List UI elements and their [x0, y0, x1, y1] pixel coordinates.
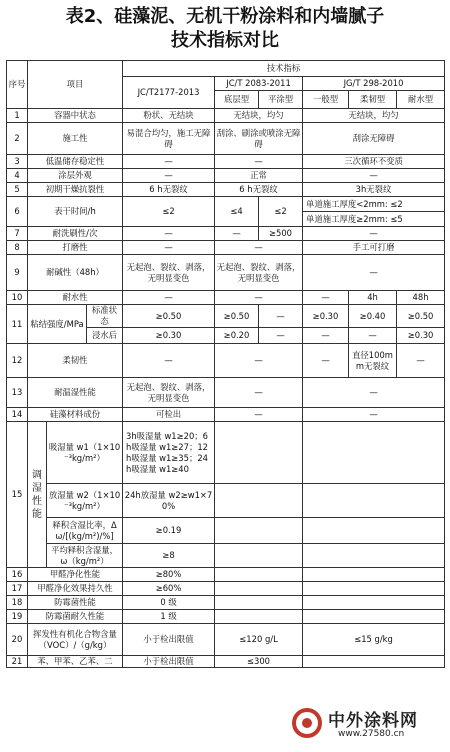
cell: — [123, 291, 215, 305]
row-no: 13 [7, 378, 28, 408]
table-row [7, 422, 445, 484]
cell: — [215, 227, 259, 241]
cell: — [215, 155, 303, 169]
cell: 可检出 [123, 408, 215, 422]
cell: 6 h无裂纹 [123, 183, 215, 197]
header-item: 项目 [28, 61, 123, 109]
header-sub-general: 一般型 [303, 91, 349, 109]
row-item: 表干时间/h [28, 197, 123, 227]
table-row [7, 582, 445, 596]
cell: ≥0.50 [215, 305, 259, 328]
row-no: 19 [7, 610, 28, 624]
cell: ≥0.20 [215, 328, 259, 344]
cell: ≥0.30 [123, 328, 215, 344]
table-row [7, 109, 445, 123]
table-row [7, 227, 445, 241]
row-no: 18 [7, 596, 28, 610]
cell: 6 h无裂纹 [215, 183, 303, 197]
cell: — [259, 328, 303, 344]
row-item: 涂层外观 [28, 169, 123, 183]
cell [215, 518, 303, 544]
cell: ≤2 [123, 197, 215, 227]
table-row [7, 544, 445, 568]
row-no: 7 [7, 227, 28, 241]
row-subitem: 放湿量 w2（1×10⁻³kg/m²） [47, 484, 123, 518]
row-item: 耐碱性（48h） [28, 255, 123, 291]
cell: ≥80% [123, 568, 215, 582]
cell: 直径100mm无裂纹 [349, 344, 397, 378]
cell: — [123, 155, 215, 169]
row-no: 1 [7, 109, 28, 123]
cell [303, 656, 445, 668]
header-sub-flat: 平涂型 [259, 91, 303, 109]
cell: 1 级 [123, 610, 215, 624]
table-row [7, 596, 445, 610]
row-no: 14 [7, 408, 28, 422]
cell: 小于检出限值 [123, 624, 215, 656]
watermark-logo-icon [292, 708, 322, 738]
cell: — [215, 378, 303, 408]
row-item: 耐洗刷性/次 [28, 227, 123, 241]
row-item: 耐温湿性能 [28, 378, 123, 408]
cell: 手工可打磨 [303, 241, 445, 255]
cell: — [303, 408, 445, 422]
cell: ≥60% [123, 582, 215, 596]
table-row [7, 518, 445, 544]
cell: 正常 [215, 169, 303, 183]
cell: — [259, 305, 303, 328]
cell: — [215, 408, 303, 422]
row-no: 21 [7, 656, 28, 668]
cell: ≥0.40 [349, 305, 397, 328]
row-item: 苯、甲苯、乙苯、二 [28, 656, 123, 668]
table-row [7, 624, 445, 656]
header-std1: JC/T2177-2013 [123, 77, 215, 109]
cell [215, 422, 303, 484]
cell: — [303, 378, 445, 408]
cell: 24h放湿量 w2≥w1×70% [123, 484, 215, 518]
table-row [7, 610, 445, 624]
row-item: 甲醛净化效果持久性 [28, 582, 123, 596]
cell: 无结块，均匀 [303, 109, 445, 123]
table-row [7, 241, 445, 255]
cell: ≥8 [123, 544, 215, 568]
cell: — [123, 227, 215, 241]
header-sub-base: 底层型 [215, 91, 259, 109]
cell: 单道施工厚度<2mm: ≤2 [303, 197, 445, 212]
cell [215, 610, 303, 624]
cell: ≥0.30 [303, 305, 349, 328]
cell: 48h [397, 291, 445, 305]
table-row [7, 408, 445, 422]
row-item: 防霉菌耐久性能 [28, 610, 123, 624]
cell [215, 568, 303, 582]
cell [215, 484, 303, 518]
table-row [7, 197, 445, 212]
row-no: 9 [7, 255, 28, 291]
row-item: 初期干燥抗裂性 [28, 183, 123, 197]
cell: ≤2 [259, 197, 303, 227]
cell [303, 544, 445, 568]
header-sub-flex: 柔韧型 [349, 91, 397, 109]
header-std2: JC/T 2083-2011 [215, 77, 303, 91]
cell: ≤120 g/L [215, 624, 303, 656]
cell: — [303, 291, 349, 305]
cell: — [123, 344, 215, 378]
table-row [7, 183, 445, 197]
cell [303, 568, 445, 582]
row-no: 10 [7, 291, 28, 305]
row-item: 耐水性 [28, 291, 123, 305]
cell: — [303, 344, 349, 378]
cell [215, 596, 303, 610]
row-item: 打磨性 [28, 241, 123, 255]
row-no: 17 [7, 582, 28, 596]
table-row [7, 656, 445, 668]
cell [303, 484, 445, 518]
row-item: 防霉菌性能 [28, 596, 123, 610]
row-no: 8 [7, 241, 28, 255]
cell: — [215, 291, 303, 305]
cell: — [215, 344, 303, 378]
cell: ≥0.19 [123, 518, 215, 544]
cell: 小于检出限值 [123, 656, 215, 668]
table-row [7, 378, 445, 408]
row-subitem: 标准状态 [87, 305, 123, 328]
cell: ≥0.50 [123, 305, 215, 328]
table-subtitle: 技术指标对比 [171, 30, 279, 51]
cell: 无结块，均匀 [215, 109, 303, 123]
row-no: 6 [7, 197, 28, 227]
cell: 3h无裂纹 [303, 183, 445, 197]
cell: ≥500 [259, 227, 303, 241]
header-std3: JG/T 298-2010 [303, 77, 445, 91]
header-seq: 序号 [7, 61, 28, 109]
table-row [7, 484, 445, 518]
header-tech: 技术指标 [123, 61, 445, 77]
cell: ≥0.30 [397, 328, 445, 344]
cell [215, 582, 303, 596]
cell: — [303, 227, 445, 241]
header-sub-water: 耐水型 [397, 91, 445, 109]
cell: 三次循环不变质 [303, 155, 445, 169]
row-item: 施工性 [28, 123, 123, 155]
row-no: 5 [7, 183, 28, 197]
cell: — [303, 328, 349, 344]
table-row [7, 291, 445, 305]
table-row [7, 305, 445, 328]
cell: 单道施工厚度≥2mm: ≤5 [303, 212, 445, 227]
row-no: 15 [7, 422, 28, 568]
cell: 易混合均匀，施工无障碍 [123, 123, 215, 155]
cell: 无起泡、裂纹、剥落，无明显变色 [123, 378, 215, 408]
cell: — [349, 328, 397, 344]
cell [303, 518, 445, 544]
row-subitem: 释积含湿比率，Δω/[(kg/m²)/%] [47, 518, 123, 544]
watermark-name: 中外涂料网 [328, 711, 418, 731]
watermark [292, 706, 442, 746]
cell: 粉状、无结块 [123, 109, 215, 123]
table-title: 表2、硅藻泥、无机干粉涂料和内墙腻子 [65, 6, 385, 27]
cell: 无起泡、裂纹、剥落，无明显变色 [215, 255, 303, 291]
table-row [7, 123, 445, 155]
row-no: 12 [7, 344, 28, 378]
cell: 4h [349, 291, 397, 305]
row-item: 容器中状态 [28, 109, 123, 123]
table-row [7, 255, 445, 291]
cell: 0 级 [123, 596, 215, 610]
row-item: 柔韧性 [28, 344, 123, 378]
cell [215, 544, 303, 568]
row-no: 3 [7, 155, 28, 169]
cell: — [123, 169, 215, 183]
cell: — [303, 169, 445, 183]
row-item: 挥发性有机化合物含量（VOC）/（g/kg） [28, 624, 123, 656]
cell: 刮涂无障碍 [303, 123, 445, 155]
cell: 刮涂、刷涂或喷涂无障碍 [215, 123, 303, 155]
spec-table [6, 60, 445, 668]
cell: — [397, 344, 445, 378]
row-no: 20 [7, 624, 28, 656]
cell: 3h吸湿量 w1≥20；6h吸湿量 w1≥27；12h吸湿量 w1≥35；24h吸湿量 w1≥40 [123, 422, 215, 484]
row-item: 甲醛净化性能 [28, 568, 123, 582]
cell [303, 596, 445, 610]
cell: 无起泡、裂纹、剥落，无明显变色 [123, 255, 215, 291]
cell: — [215, 241, 303, 255]
table-row [7, 169, 445, 183]
row-subitem: 平均释积含湿量，ω（kg/m²） [47, 544, 123, 568]
row-no: 4 [7, 169, 28, 183]
cell: ≤15 g/kg [303, 624, 445, 656]
cell [303, 610, 445, 624]
row-item: 粘结强度/MPa [28, 305, 87, 344]
watermark-url: www.27580.cn [338, 729, 405, 739]
table-row [7, 155, 445, 169]
cell [303, 582, 445, 596]
row-item: 低温储存稳定性 [28, 155, 123, 169]
cell: — [123, 241, 215, 255]
cell: ≤4 [215, 197, 259, 227]
row-subitem: 浸水后 [87, 328, 123, 344]
cell: ≤300 [215, 656, 303, 668]
table-row [7, 568, 445, 582]
row-group: 调湿性能 [28, 422, 47, 568]
row-no: 16 [7, 568, 28, 582]
row-no: 11 [7, 305, 28, 344]
row-subitem: 吸湿量 w1（1×10⁻³kg/m²） [47, 422, 123, 484]
cell [303, 422, 445, 484]
table-row [7, 344, 445, 378]
cell: — [303, 255, 445, 291]
cell: ≥0.50 [397, 305, 445, 328]
row-no: 2 [7, 123, 28, 155]
row-item: 硅藻材料成份 [28, 408, 123, 422]
